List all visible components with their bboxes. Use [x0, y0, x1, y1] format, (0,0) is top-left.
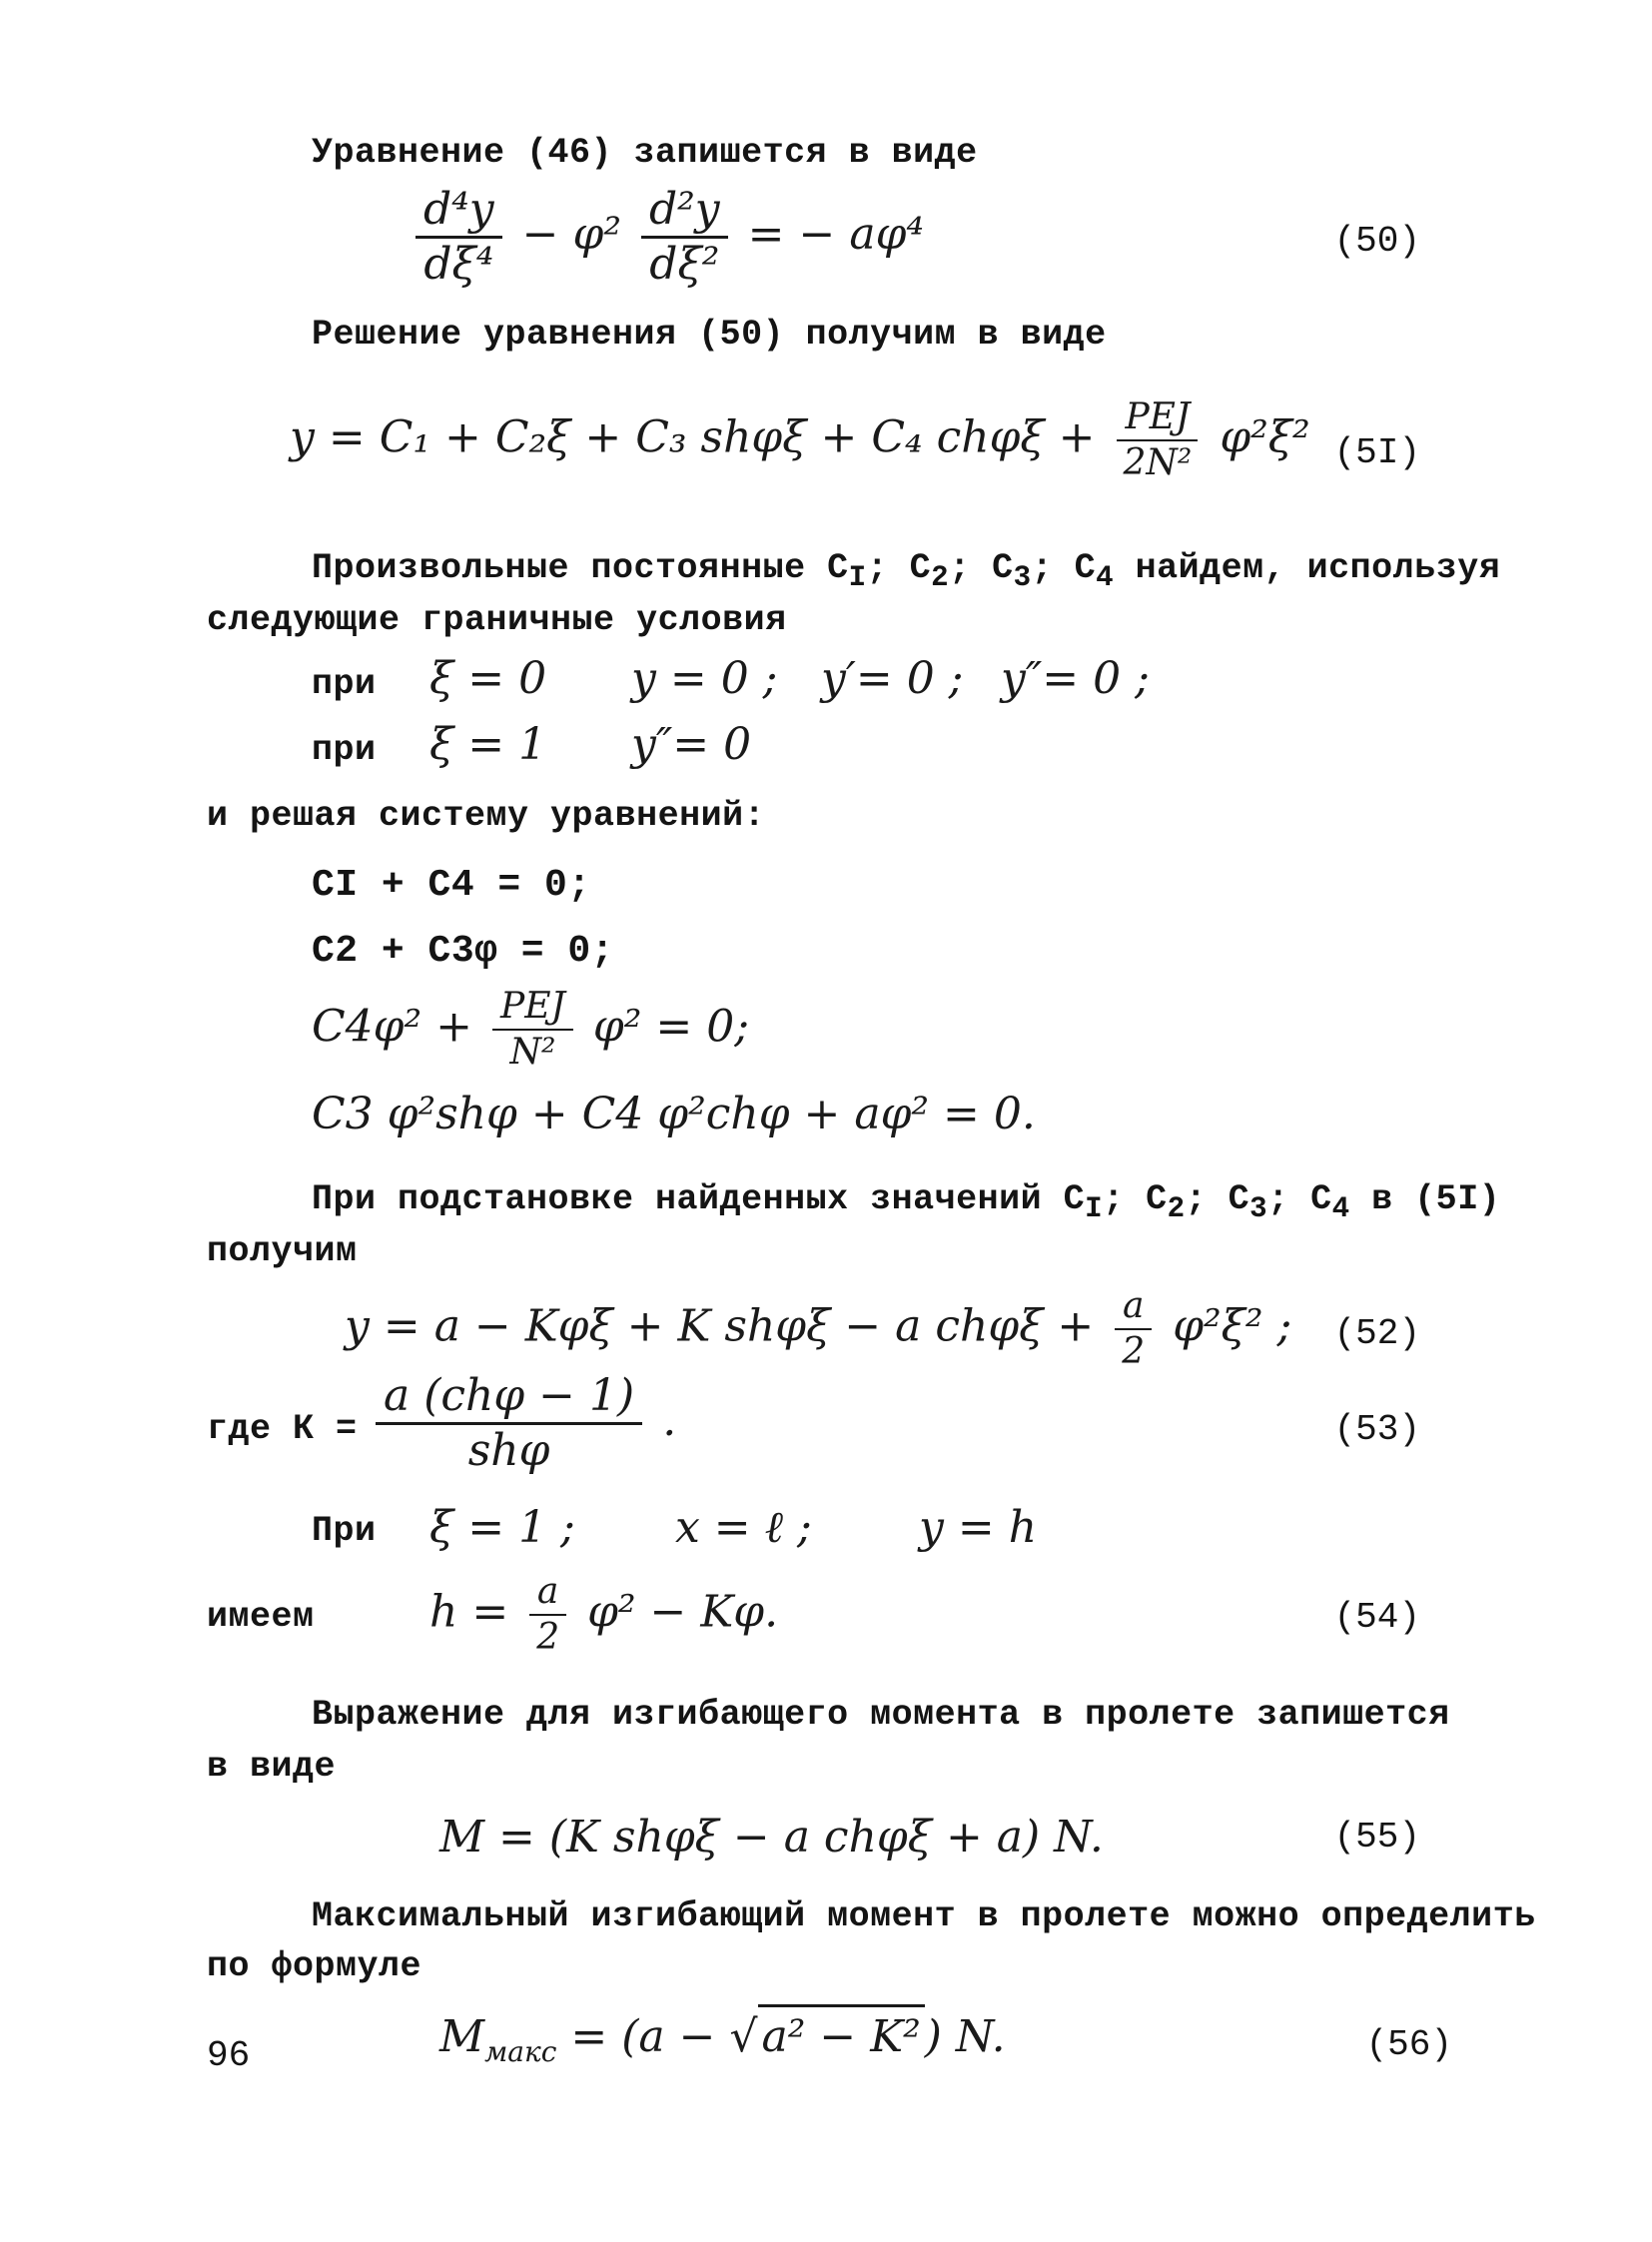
equation-number-53: (53) [1333, 1409, 1420, 1450]
equation-52: y = a − Kφξ + K shφξ − a chφξ + $\frac{a}{2}$ φ²ξ² ; [345, 1285, 1292, 1372]
equation-51: y = C₁ + C₂ξ + C₃ shφξ + C₄ chφξ + $\frac{\text{PEJ}}{\text{2N²}}$ φ²ξ² [290, 396, 1310, 483]
label-pri-2: при [312, 730, 377, 770]
system-eq-4: C3 φ²shφ + C4 φ²chφ + aφ² = 0. [312, 1089, 1036, 1139]
paragraph-by-formula: по формуле [207, 1946, 422, 1986]
equation-54: h = $\frac{a}{2}$ φ² − Kφ. [429, 1571, 779, 1658]
equation-53: $\frac{\text{a (chφ − 1)}}{\text{shφ}}$ . [370, 1374, 676, 1473]
paragraph-max-moment: Максимальный изгибающий момент в пролете можно определить [312, 1896, 1536, 1936]
equation-50: $\frac{\text{d⁴y}}{\text{dξ⁴}}$ − φ² $\frac{\text{d²y}}{\text{dξ²}}$ = − aφ⁴ [410, 188, 924, 287]
fraction-k: $\frac{\text{a (chφ − 1)}}{\text{shφ}}$ [376, 1374, 642, 1473]
label-pri-1: при [312, 664, 377, 704]
bc1-y-prime: y′= 0 ; [821, 653, 964, 704]
equation-number-54: (54) [1333, 1597, 1420, 1638]
fraction-d4y: $\frac{\text{d⁴y}}{\text{dξ⁴}}$ [415, 188, 502, 287]
label-have: имеем [207, 1597, 315, 1637]
bc1-xi: ξ = 0 [429, 653, 547, 704]
cond-x-l: x = ℓ ; [675, 1502, 812, 1553]
label-pri-3: При [312, 1511, 377, 1551]
system-eq-1: CI + C4 = 0; [312, 864, 591, 907]
paragraph-system-intro: и решая систему уравнений: [207, 796, 766, 836]
fraction-a-2-h: $\frac{a}{2}$ [528, 1574, 567, 1656]
equation-55: M = (K shφξ − a chφξ + a) N. [439, 1812, 1104, 1863]
page-number: 96 [207, 2035, 251, 2076]
equation-number-51: (5I) [1333, 432, 1420, 473]
bc2-xi: ξ = 1 [429, 719, 547, 770]
system-eq-2: C2 + C3φ = 0; [312, 930, 614, 973]
paragraph-substitution: При подстановке найденных значений $C_I$; $C_2$; $C_3$; $C_4$ в (5I) [312, 1179, 1501, 1225]
fraction-d2y: $\frac{\text{d²y}}{\text{dξ²}}$ [641, 188, 728, 287]
fraction-pej-2n2: $\frac{\text{PEJ}}{\text{2N²}}$ [1115, 399, 1200, 481]
paragraph-constants: Произвольные постоянные $C_I$; $C_2$; $C_3$; $C_4$ найдем, используя [312, 548, 1501, 594]
paragraph-obtain: получим [207, 1231, 358, 1271]
equation-number-52: (52) [1333, 1313, 1420, 1354]
equation-number-50: (50) [1333, 221, 1420, 262]
label-where-k: где К = [207, 1409, 358, 1449]
bc2-y-double-prime: y″= 0 [631, 719, 752, 770]
paragraph-moment-intro: Выражение для изгибающего момента в пролете запишется [312, 1695, 1450, 1735]
bc1-y-double-prime: y″= 0 ; [1001, 653, 1150, 704]
equation-number-56: (56) [1365, 2024, 1452, 2065]
paragraph-solution-intro: Решение уравнения (50) получим в виде [312, 315, 1107, 355]
equation-number-55: (55) [1333, 1817, 1420, 1858]
bc1-y: y = 0 ; [631, 653, 778, 704]
fraction-pej-n2: $\frac{\text{PEJ}}{\text{N²}}$ [492, 989, 573, 1071]
paragraph-in-form: в виде [207, 1747, 337, 1787]
equation-56: $M_{макс} = (a - √a^2 - K^2)$ N. [439, 2015, 1006, 2066]
cond-y-h: y = h [919, 1502, 1038, 1553]
cond-xi-1: ξ = 1 ; [429, 1502, 575, 1553]
system-eq-3: C4φ² + $\frac{\text{PEJ}}{\text{N²}}$ φ² = 0; [312, 986, 750, 1073]
paragraph-boundary-intro: следующие граничные условия [207, 600, 787, 640]
fraction-a-2: $\frac{a}{2}$ [1114, 1288, 1153, 1370]
paragraph-equation-intro: Уравнение (46) запишется в виде [312, 133, 978, 173]
